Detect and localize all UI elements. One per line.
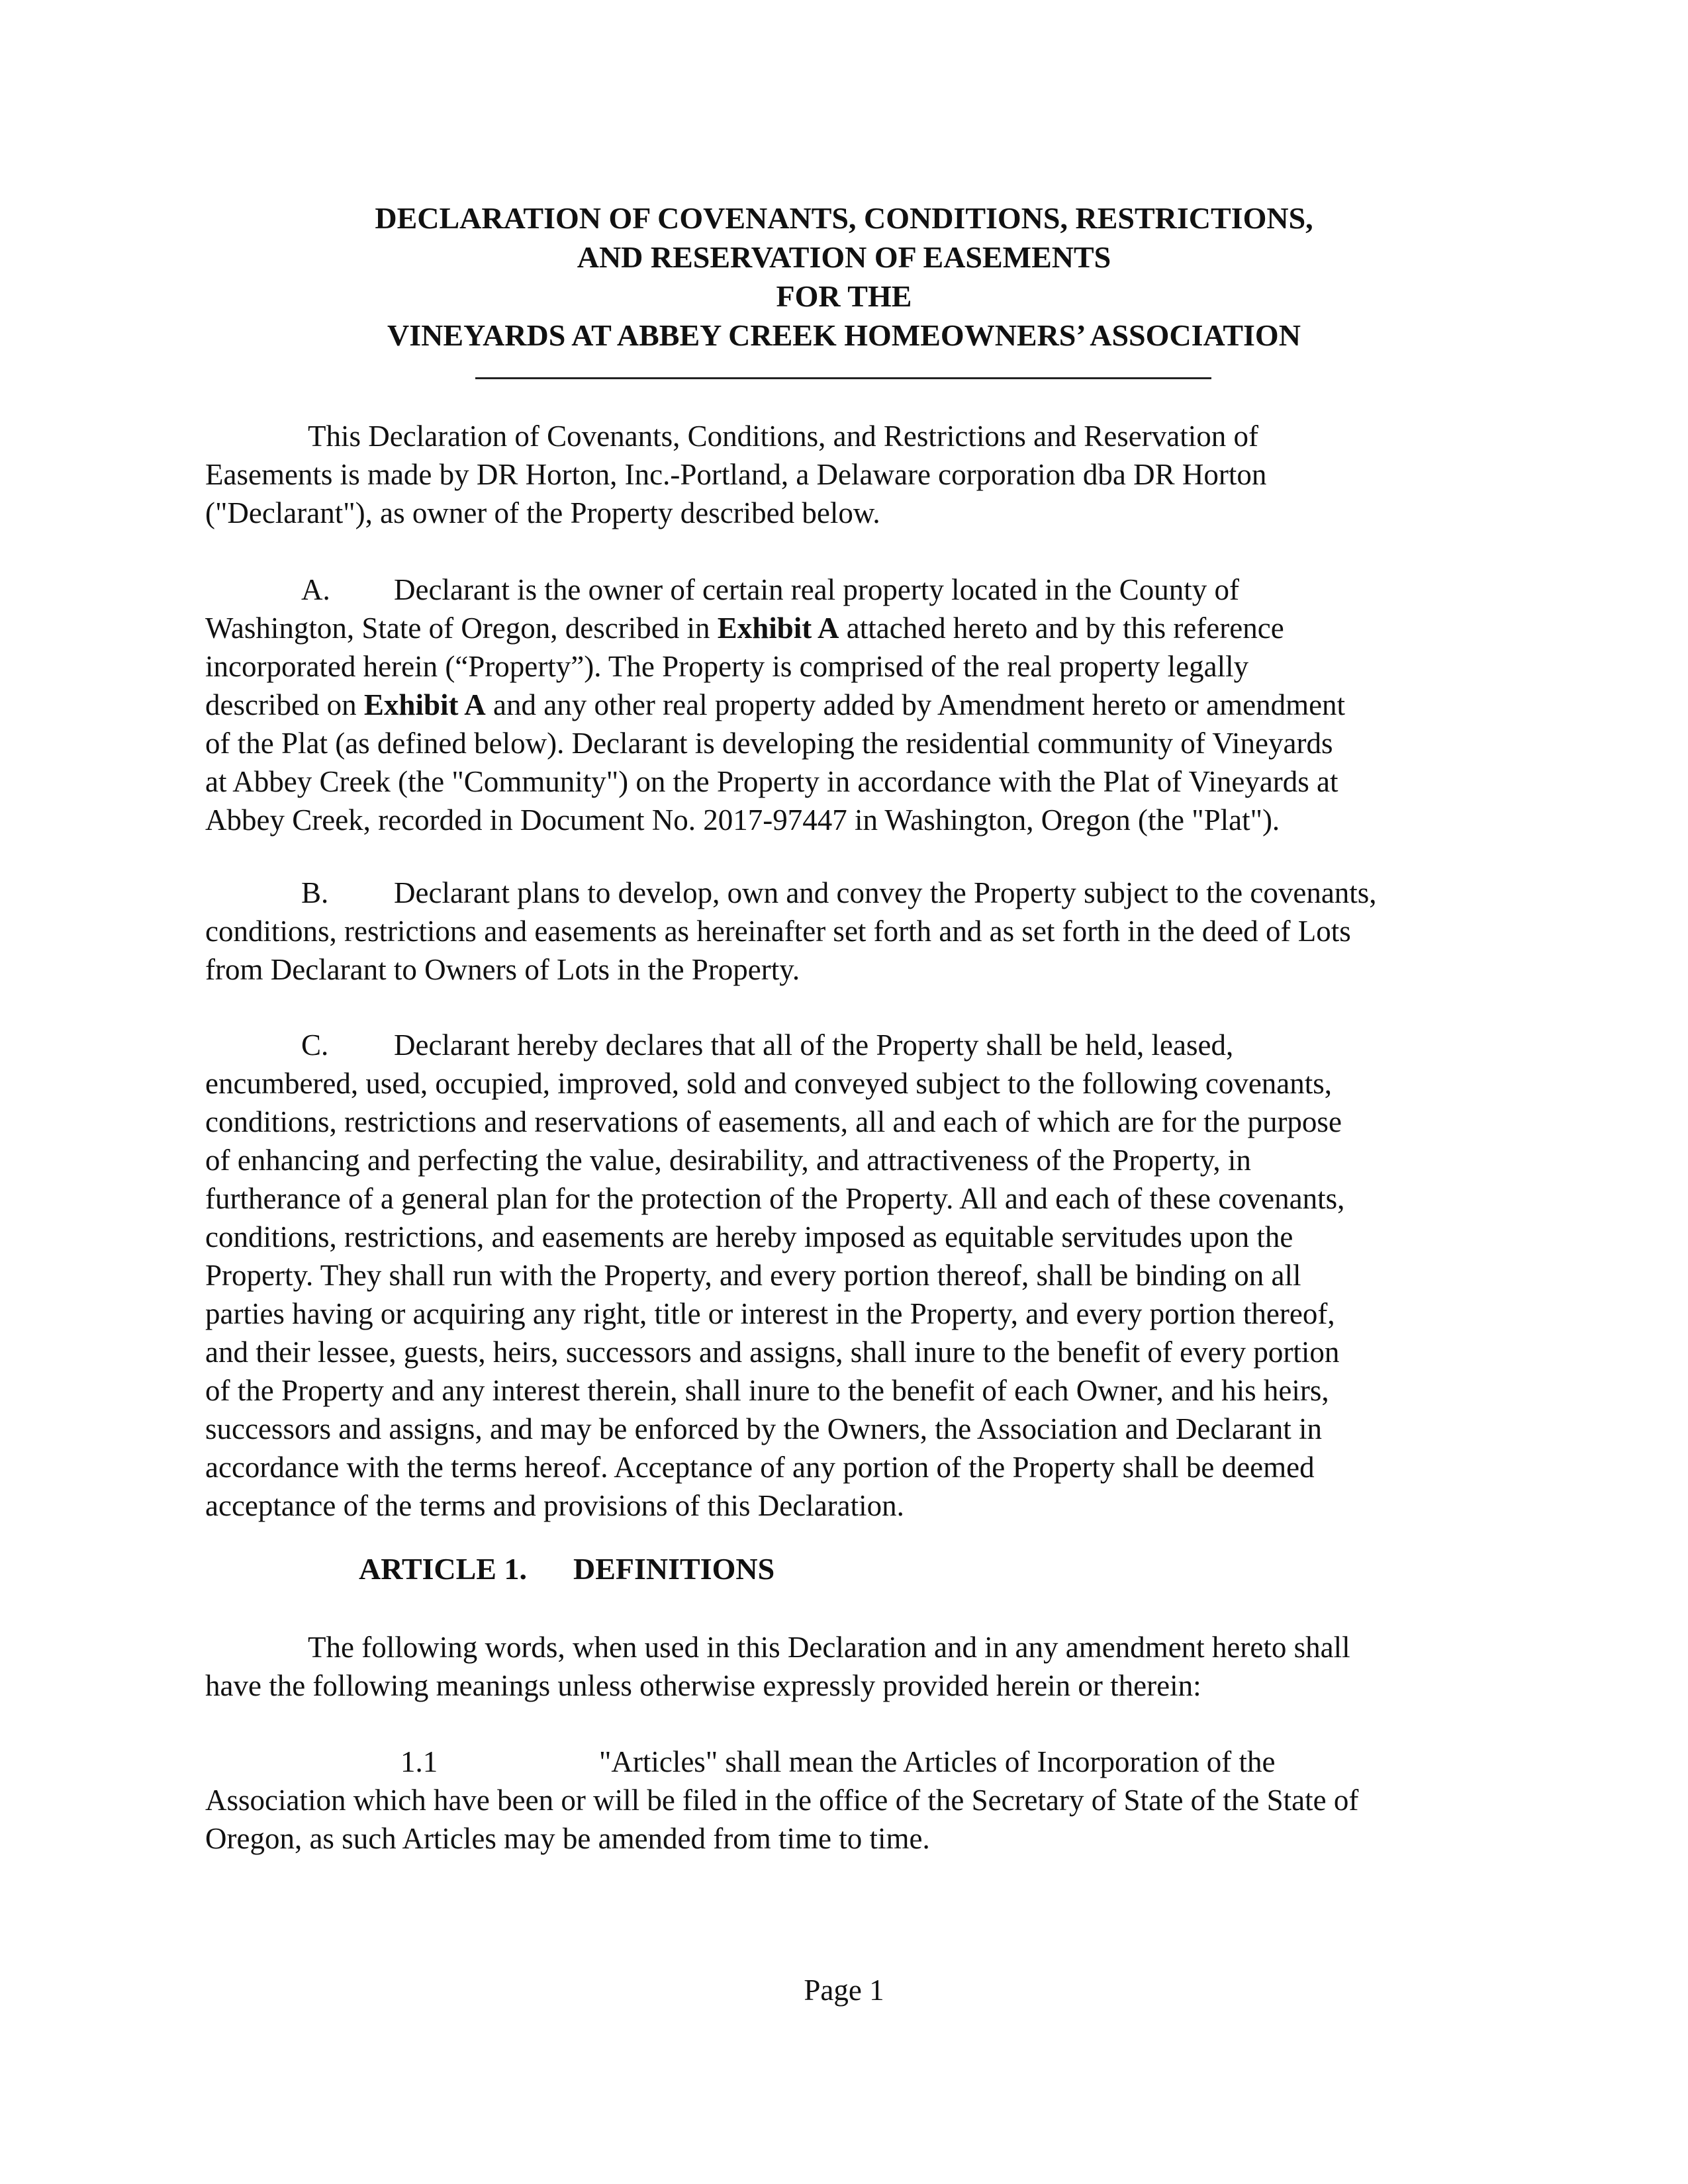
text-span: Declarant plans to develop, own and convey the Property subject to the covenants, — [394, 876, 1377, 909]
text-span: Washington, State of Oregon, described in — [205, 612, 718, 645]
text-span: and any other real property added by Amendment hereto or amendment — [485, 688, 1346, 721]
recital-a — [205, 570, 1493, 839]
text-span: described on — [205, 688, 364, 721]
text-line: Association which have been or will be filed in the office of the Secretary of State of the State of — [205, 1784, 1359, 1817]
text-line: and their lessee, guests, heirs, successors and assigns, shall inure to the benefit of every portion — [205, 1336, 1340, 1369]
text-line: of the Plat (as defined below). Declarant is developing the residential community of Vineyards — [205, 727, 1333, 760]
text-line: incorporated herein (“Property”). The Property is comprised of the real property legally — [205, 650, 1249, 683]
recital-c — [205, 1026, 1493, 1525]
recital-label: B. — [301, 876, 329, 909]
article-heading — [359, 1550, 774, 1588]
text-line: of the Property and any interest therein, shall inure to the benefit of each Owner, and his heirs, — [205, 1374, 1329, 1407]
text-line: at Abbey Creek (the "Community") on the Property in accordance with the Plat of Vineyards at — [205, 765, 1338, 798]
text-line: successors and assigns, and may be enforced by the Owners, the Association and Declarant in — [205, 1412, 1323, 1445]
title-line: DECLARATION OF COVENANTS, CONDITIONS, RESTRICTIONS, — [375, 201, 1313, 235]
intro-paragraph — [205, 417, 1493, 532]
title-line: AND RESERVATION OF EASEMENTS — [577, 240, 1111, 274]
exhibit-reference: Exhibit A — [717, 612, 839, 645]
text-line: from Declarant to Owners of Lots in the Property. — [205, 953, 800, 986]
text-line: acceptance of the terms and provisions of this Declaration. — [205, 1489, 904, 1522]
text-line — [205, 570, 1493, 609]
text-line: ("Declarant"), as owner of the Property described below. — [205, 496, 880, 529]
title-divider — [475, 377, 1211, 379]
definition-1-1 — [205, 1743, 1493, 1858]
text-line: conditions, restrictions, and easements are hereby imposed as equitable servitudes upon the — [205, 1220, 1293, 1253]
article-title: DEFINITIONS — [573, 1552, 775, 1586]
text-line: of enhancing and perfecting the value, desirability, and attractiveness of the Property, in — [205, 1144, 1251, 1177]
recital-b — [205, 874, 1493, 989]
text-line: Abbey Creek, recorded in Document No. 2017-97447 in Washington, Oregon (the "Plat"). — [205, 803, 1280, 837]
text-line — [205, 1026, 1493, 1064]
text-line: Oregon, as such Articles may be amended from time to time. — [205, 1822, 930, 1855]
document-title — [0, 199, 1688, 355]
text-line: conditions, restrictions and easements as hereinafter set forth and as set forth in the deed of Lots — [205, 915, 1351, 948]
text-line: conditions, restrictions and reservations of easements, all and each of which are for the purpose — [205, 1105, 1342, 1138]
text-line — [205, 686, 1493, 724]
text-line: The following words, when used in this Declaration and in any amendment hereto shall — [308, 1631, 1350, 1664]
text-line: parties having or acquiring any right, title or interest in the Property, and every portion thereof, — [205, 1297, 1335, 1330]
text-line — [205, 1743, 1493, 1781]
text-line: have the following meanings unless otherwise expressly provided herein or therein: — [205, 1669, 1201, 1702]
text-line: Property. They shall run with the Property, and every portion thereof, shall be binding on all — [205, 1259, 1301, 1292]
recital-label: C. — [301, 1028, 329, 1062]
text-line: furtherance of a general plan for the protection of the Property. All and each of these covenants, — [205, 1182, 1345, 1215]
article-number: ARTICLE 1. — [359, 1552, 527, 1586]
text-line — [205, 874, 1493, 912]
text-line: encumbered, used, occupied, improved, sold and conveyed subject to the following covenants, — [205, 1067, 1333, 1100]
text-span: attached hereto and by this reference — [839, 612, 1284, 645]
definition-number: 1.1 — [400, 1745, 438, 1778]
definitions-intro — [205, 1628, 1493, 1705]
page-number: Page 1 — [804, 1974, 884, 2007]
title-line: VINEYARDS AT ABBEY CREEK HOMEOWNERS’ ASSOCIATION — [387, 318, 1301, 352]
title-line: FOR THE — [776, 279, 912, 313]
text-line: Easements is made by DR Horton, Inc.-Portland, a Delaware corporation dba DR Horton — [205, 458, 1267, 491]
text-span: Declarant hereby declares that all of the Property shall be held, leased, — [394, 1028, 1234, 1062]
text-line: This Declaration of Covenants, Conditions, and Restrictions and Reservation of — [308, 420, 1258, 453]
recital-label: A. — [301, 573, 330, 606]
text-span: "Articles" shall mean the Articles of Incorporation of the — [599, 1745, 1276, 1778]
text-span: Declarant is the owner of certain real property located in the County of — [394, 573, 1240, 606]
text-line: accordance with the terms hereof. Acceptance of any portion of the Property shall be deemed — [205, 1451, 1315, 1484]
exhibit-reference: Exhibit A — [363, 688, 486, 721]
text-line — [205, 609, 1493, 647]
